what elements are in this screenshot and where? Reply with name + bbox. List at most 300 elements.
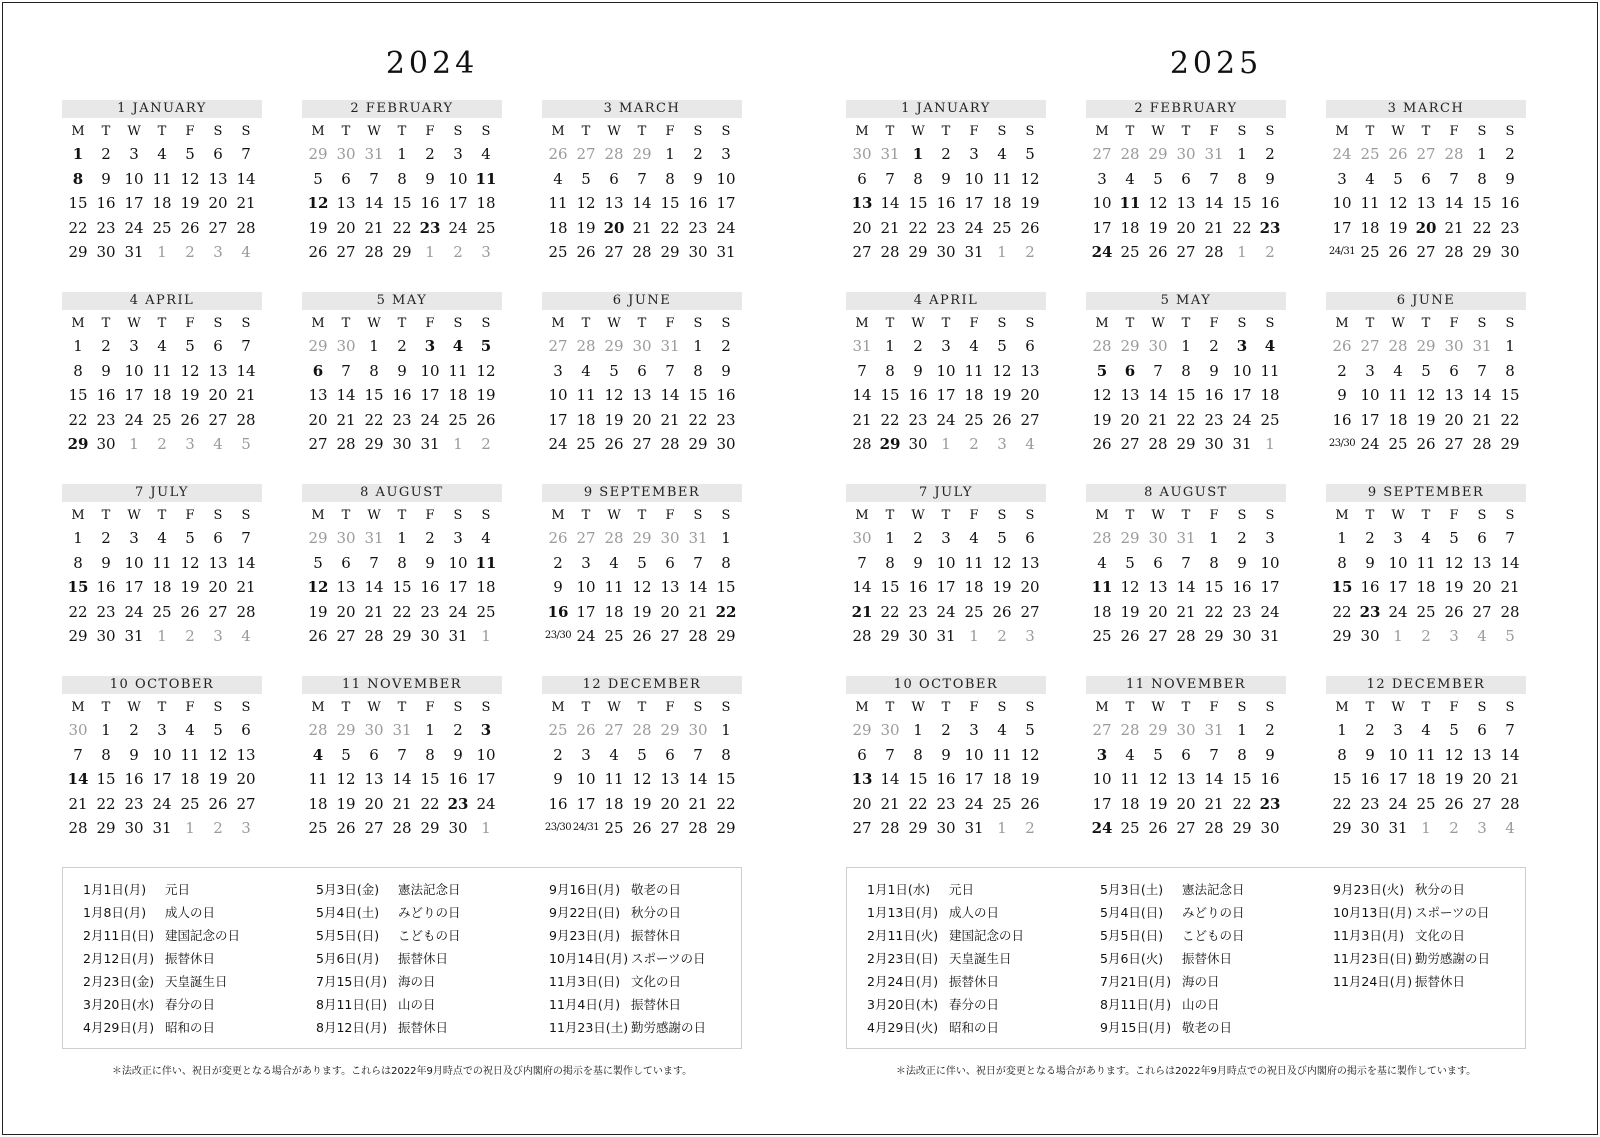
weekday-label: S — [453, 700, 463, 715]
day-cell: 1 — [1237, 243, 1247, 261]
weekday-label: S — [1265, 700, 1275, 715]
week-row — [544, 359, 742, 384]
day-cell: 8 — [397, 553, 407, 572]
holiday-item — [1100, 878, 1330, 901]
week-row — [1328, 408, 1526, 433]
holiday-item — [1333, 878, 1563, 901]
weekday-label: M — [71, 124, 85, 139]
day-cell: 20 — [1176, 218, 1196, 237]
week-row — [544, 216, 742, 241]
day-cell: 2 — [157, 435, 167, 453]
holiday-name: 昭和の日 — [165, 1020, 216, 1035]
day-cell: 19 — [308, 218, 328, 237]
day-cell: 24 — [1091, 819, 1113, 837]
holiday-column — [549, 878, 779, 1039]
day-cell: 27 — [604, 721, 624, 739]
weekday-label: F — [185, 700, 195, 715]
day-cell: 13 — [208, 169, 228, 188]
holiday-item — [316, 970, 546, 993]
day-cell: 31 — [124, 243, 144, 261]
weekday-label: S — [997, 316, 1007, 331]
day-cell: 22 — [96, 794, 116, 813]
day-cell: 15 — [392, 194, 412, 212]
day-cell: 3 — [1477, 819, 1487, 837]
day-cell: 8 — [1505, 361, 1515, 380]
day-cell: 27 — [1020, 602, 1040, 621]
weekday-label: W — [1391, 124, 1405, 139]
week-row — [1328, 432, 1526, 457]
week-row — [64, 792, 262, 817]
day-cell: 18 — [964, 578, 984, 596]
day-cell: 30 — [1360, 627, 1380, 645]
weekday-label: S — [1505, 124, 1515, 139]
day-cell: 10 — [936, 361, 956, 380]
day-cell: 26 — [576, 721, 596, 739]
week-row — [304, 526, 502, 551]
day-cell: 18 — [1260, 386, 1280, 404]
day-cell: 12 — [992, 361, 1012, 380]
week-row — [848, 359, 1046, 384]
week-row — [304, 432, 502, 457]
day-cell: 1 — [1337, 529, 1347, 547]
weekday-label: T — [885, 124, 895, 139]
day-cell: 3 — [997, 435, 1007, 453]
week-row — [64, 526, 262, 551]
day-cell: 22 — [1500, 410, 1520, 429]
day-cell: 9 — [397, 361, 407, 380]
week-row — [544, 624, 742, 649]
holiday-name: 成人の日 — [165, 905, 216, 920]
week-row — [544, 526, 742, 551]
day-cell: 21 — [880, 218, 900, 237]
day-cell: 2 — [913, 529, 923, 547]
day-cell: 21 — [1204, 218, 1224, 237]
weekday-label: T — [637, 316, 647, 331]
day-cell: 31 — [964, 819, 984, 837]
day-cell: 4 — [609, 553, 619, 572]
day-cell: 6 — [1421, 169, 1431, 188]
week-row — [1328, 792, 1526, 817]
day-cell: 1 — [101, 721, 111, 739]
month-calendar — [1086, 100, 1286, 276]
day-cell: 24/31 — [572, 822, 600, 833]
day-cell: 14 — [632, 194, 652, 212]
day-cell: 30 — [1360, 819, 1380, 837]
day-cell: 27 — [208, 410, 228, 429]
holiday-date: 1月1日(月) — [83, 882, 147, 897]
month-header: 5 MAY — [302, 292, 502, 310]
day-cell: 11 — [1119, 194, 1141, 212]
day-cell: 7 — [857, 553, 867, 572]
day-cell: 4 — [997, 721, 1007, 739]
day-cell: 5 — [185, 145, 195, 163]
day-cell: 6 — [213, 337, 223, 355]
day-cell: 2 — [1421, 627, 1431, 645]
day-cell: 12 — [476, 361, 496, 380]
day-cell: 28 — [1204, 243, 1224, 261]
day-cell: 29 — [660, 721, 680, 739]
day-cell: 22 — [880, 410, 900, 429]
day-cell: 28 — [1500, 794, 1520, 813]
week-row — [848, 743, 1046, 768]
day-cell: 1 — [885, 337, 895, 355]
day-cell: 3 — [1236, 337, 1248, 355]
day-cell: 9 — [1209, 361, 1219, 380]
day-cell: 22 — [908, 794, 928, 813]
month-calendar — [1086, 484, 1286, 660]
day-cell: 9 — [1365, 745, 1375, 764]
day-cell: 10 — [1232, 361, 1252, 380]
day-cell: 12 — [1020, 745, 1040, 764]
day-cell: 30 — [688, 243, 708, 261]
day-cell: 2 — [425, 529, 435, 547]
day-cell: 22 — [68, 218, 88, 237]
week-row — [848, 432, 1046, 457]
day-cell: 16 — [96, 194, 116, 212]
day-cell: 28 — [604, 145, 624, 163]
weekday-label: M — [71, 316, 85, 331]
weekday-label: T — [1181, 124, 1191, 139]
day-cell: 29 — [308, 145, 328, 163]
day-cell: 14 — [392, 770, 412, 788]
day-cell: 1 — [969, 627, 979, 645]
day-cell: 6 — [213, 145, 223, 163]
weekday-label: S — [481, 316, 491, 331]
day-cell: 20 — [208, 386, 228, 404]
day-cell: 20 — [1148, 602, 1168, 621]
day-cell: 8 — [397, 169, 407, 188]
holiday-date: 1月8日(月) — [83, 905, 147, 920]
day-cell: 23 — [419, 218, 441, 237]
week-row — [848, 526, 1046, 551]
day-cell: 2 — [1365, 529, 1375, 547]
day-cell: 10 — [1092, 770, 1112, 788]
day-cell: 8 — [885, 553, 895, 572]
footnote: ＊法改正に伴い、祝日が変更となる場合があります。これらは2022年9月時点での祝日及び内閣府の掲示を基に製作しています。 — [111, 1066, 693, 1077]
day-cell: 25 — [964, 410, 984, 429]
month-header: 10 OCTOBER — [62, 676, 262, 694]
day-cell: 14 — [880, 194, 900, 212]
weekday-label: S — [721, 316, 731, 331]
day-cell: 2 — [1265, 243, 1275, 261]
month-calendar — [1326, 292, 1526, 468]
day-cell: 4 — [1505, 819, 1515, 837]
holiday-item — [1333, 970, 1563, 993]
day-cell: 7 — [1505, 721, 1515, 739]
weekday-label: S — [481, 508, 491, 523]
week-row — [1328, 526, 1526, 551]
day-cell: 16 — [392, 386, 412, 404]
weekday-header-row — [1088, 310, 1286, 334]
day-cell: 23 — [124, 794, 144, 813]
holiday-name: 天皇誕生日 — [165, 974, 228, 989]
weekday-label: S — [1025, 508, 1035, 523]
year-block — [62, 0, 802, 1137]
day-cell: 26 — [1416, 435, 1436, 453]
weekday-label: T — [397, 508, 407, 523]
day-cell: 18 — [604, 602, 624, 621]
day-cell: 27 — [1092, 721, 1112, 739]
day-cell: 7 — [241, 529, 251, 547]
weekday-label: M — [311, 700, 325, 715]
week-row — [848, 142, 1046, 167]
footnote: ＊法改正に伴い、祝日が変更となる場合があります。これらは2022年9月時点での祝日及び内閣府の掲示を基に製作しています。 — [895, 1066, 1477, 1077]
holiday-item — [1100, 993, 1330, 1016]
day-cell: 28 — [1120, 145, 1140, 163]
day-cell: 9 — [941, 745, 951, 764]
day-cell: 4 — [1393, 361, 1403, 380]
day-cell: 31 — [1204, 145, 1224, 163]
day-cell: 31 — [1260, 627, 1280, 645]
holiday-item — [83, 1016, 313, 1039]
day-cell: 31 — [852, 337, 872, 355]
weekday-label: M — [1095, 124, 1109, 139]
holiday-date: 9月22日(日) — [549, 905, 621, 920]
week-row — [304, 718, 502, 743]
day-cell: 2 — [453, 243, 463, 261]
weekday-label: W — [607, 124, 621, 139]
weekday-label: S — [693, 316, 703, 331]
day-cell: 2 — [969, 435, 979, 453]
holiday-name: スポーツの日 — [631, 951, 706, 966]
day-cell: 8 — [1477, 169, 1487, 188]
weekday-label: M — [855, 124, 869, 139]
day-cell: 18 — [308, 794, 328, 813]
holiday-item — [316, 1016, 546, 1039]
day-cell: 31 — [936, 627, 956, 645]
day-cell: 1 — [1421, 819, 1431, 837]
week-row — [1088, 432, 1286, 457]
day-cell: 26 — [180, 410, 200, 429]
day-cell: 28 — [1176, 627, 1196, 645]
month-header: 8 AUGUST — [302, 484, 502, 502]
day-cell: 12 — [1092, 386, 1112, 404]
month-header: 7 JULY — [846, 484, 1046, 502]
day-cell: 25 — [1416, 602, 1436, 621]
holiday-item — [549, 878, 779, 901]
weekday-label: S — [1505, 508, 1515, 523]
day-cell: 29 — [908, 819, 928, 837]
week-row — [544, 575, 742, 600]
weekday-label: T — [397, 124, 407, 139]
day-cell: 13 — [1472, 553, 1492, 572]
weekday-label: T — [885, 700, 895, 715]
day-cell: 5 — [1505, 627, 1515, 645]
holiday-item — [83, 924, 313, 947]
week-row — [1328, 624, 1526, 649]
weekday-label: M — [71, 700, 85, 715]
day-cell: 17 — [1260, 578, 1280, 596]
day-cell: 17 — [152, 770, 172, 788]
weekday-label: S — [693, 124, 703, 139]
holiday-date: 8月12日(月) — [316, 1020, 388, 1035]
week-row — [304, 167, 502, 192]
day-cell: 25 — [308, 819, 328, 837]
week-row — [848, 408, 1046, 433]
day-cell: 14 — [1204, 770, 1224, 788]
day-cell: 6 — [1153, 553, 1163, 572]
day-cell: 4 — [969, 337, 979, 355]
holiday-item — [1100, 1016, 1330, 1039]
holiday-date: 3月20日(水) — [83, 997, 155, 1012]
weekday-label: M — [551, 316, 565, 331]
day-cell: 12 — [1416, 386, 1436, 404]
day-cell: 1 — [425, 243, 435, 261]
month-header: 8 AUGUST — [1086, 484, 1286, 502]
day-cell: 9 — [1365, 553, 1375, 572]
day-cell: 28 — [236, 602, 256, 621]
day-cell: 1 — [941, 435, 951, 453]
weekday-label: W — [127, 316, 141, 331]
holiday-name: 山の日 — [398, 997, 436, 1012]
day-cell: 13 — [1020, 553, 1040, 572]
day-cell: 25 — [992, 218, 1012, 237]
weekday-label: M — [1335, 700, 1349, 715]
weekday-header-row — [848, 694, 1046, 718]
day-cell: 3 — [1025, 627, 1035, 645]
day-cell: 29 — [604, 337, 624, 355]
day-cell: 16 — [1500, 194, 1520, 212]
month-header: 12 DECEMBER — [542, 676, 742, 694]
day-cell: 2 — [1265, 721, 1275, 739]
day-cell: 9 — [913, 361, 923, 380]
holiday-date: 9月23日(月) — [549, 928, 621, 943]
day-cell: 24 — [936, 602, 956, 621]
day-cell: 18 — [448, 386, 468, 404]
day-cell: 3 — [1337, 169, 1347, 188]
holiday-item — [1333, 901, 1563, 924]
day-cell: 28 — [236, 218, 256, 237]
day-cell: 20 — [1415, 218, 1437, 237]
day-cell: 5 — [185, 337, 195, 355]
weekday-label: T — [1365, 316, 1375, 331]
weekday-label: F — [1209, 508, 1219, 523]
week-row — [848, 216, 1046, 241]
day-cell: 27 — [336, 243, 356, 261]
week-row — [1088, 743, 1286, 768]
day-cell: 19 — [992, 578, 1012, 596]
day-cell: 18 — [152, 578, 172, 596]
day-cell: 30 — [660, 529, 680, 547]
day-cell: 28 — [68, 819, 88, 837]
day-cell: 21 — [688, 794, 708, 813]
holiday-column — [83, 878, 313, 1039]
holiday-date: 5月4日(日) — [1100, 905, 1164, 920]
day-cell: 29 — [632, 529, 652, 547]
day-cell: 16 — [547, 602, 569, 621]
day-cell: 3 — [553, 361, 563, 380]
day-cell: 8 — [885, 361, 895, 380]
holiday-date: 5月3日(土) — [1100, 882, 1164, 897]
day-cell: 23 — [447, 794, 469, 813]
day-cell: 13 — [1176, 194, 1196, 212]
day-cell: 21 — [880, 794, 900, 813]
month-calendar — [302, 484, 502, 660]
weekday-label: F — [969, 508, 979, 523]
day-cell: 6 — [369, 745, 379, 764]
day-cell: 26 — [632, 819, 652, 837]
weekday-label: T — [101, 124, 111, 139]
day-cell: 12 — [208, 745, 228, 764]
day-cell: 1 — [885, 529, 895, 547]
weekday-label: T — [1181, 508, 1191, 523]
day-cell: 3 — [213, 627, 223, 645]
day-cell: 27 — [660, 627, 680, 645]
weekday-label: T — [581, 316, 591, 331]
week-row — [64, 191, 262, 216]
day-cell: 24 — [1332, 145, 1352, 163]
day-cell: 23 — [908, 602, 928, 621]
day-cell: 2 — [553, 553, 563, 572]
day-cell: 3 — [941, 529, 951, 547]
day-cell: 17 — [476, 770, 496, 788]
day-cell: 14 — [364, 194, 384, 212]
week-row — [1328, 600, 1526, 625]
day-cell: 13 — [1176, 770, 1196, 788]
day-cell: 11 — [180, 745, 200, 764]
day-cell: 10 — [576, 578, 596, 596]
week-row — [304, 767, 502, 792]
day-cell: 4 — [1421, 529, 1431, 547]
week-row — [544, 551, 742, 576]
weekday-label: T — [157, 124, 167, 139]
day-cell: 5 — [1025, 145, 1035, 163]
day-cell: 22 — [880, 602, 900, 621]
day-cell: 9 — [1237, 553, 1247, 572]
day-cell: 1 — [997, 819, 1007, 837]
day-cell: 28 — [880, 243, 900, 261]
holiday-item — [867, 901, 1097, 924]
day-cell: 1 — [73, 529, 83, 547]
day-cell: 5 — [581, 169, 591, 188]
day-cell: 8 — [73, 553, 83, 572]
month-header: 6 JUNE — [1326, 292, 1526, 310]
day-cell: 30 — [632, 337, 652, 355]
day-cell: 13 — [1472, 745, 1492, 764]
weekday-label: F — [185, 508, 195, 523]
day-cell: 11 — [1120, 770, 1140, 788]
day-cell: 16 — [548, 794, 568, 813]
day-cell: 2 — [1365, 721, 1375, 739]
day-cell: 7 — [1209, 169, 1219, 188]
day-cell: 30 — [1444, 337, 1464, 355]
weekday-label: F — [425, 508, 435, 523]
month-grid — [62, 100, 802, 852]
day-cell: 22 — [1332, 794, 1352, 813]
day-cell: 27 — [660, 819, 680, 837]
day-cell: 17 — [124, 194, 144, 212]
month-header: 9 SEPTEMBER — [542, 484, 742, 502]
day-cell: 14 — [688, 578, 708, 596]
holiday-date: 4月29日(月) — [83, 1020, 155, 1035]
day-cell: 18 — [1360, 218, 1380, 237]
weekday-label: W — [127, 124, 141, 139]
day-cell: 28 — [852, 435, 872, 453]
day-cell: 24 — [448, 218, 468, 237]
weekday-label: W — [1151, 508, 1165, 523]
weekday-label: M — [551, 700, 565, 715]
holiday-item — [1100, 970, 1330, 993]
day-cell: 18 — [152, 386, 172, 404]
day-cell: 15 — [96, 770, 116, 788]
day-cell: 30 — [1176, 721, 1196, 739]
day-cell: 25 — [992, 794, 1012, 813]
day-cell: 18 — [1388, 410, 1408, 429]
day-cell: 7 — [1209, 745, 1219, 764]
month-calendar — [542, 676, 742, 852]
day-cell: 26 — [308, 243, 328, 261]
day-cell: 26 — [632, 627, 652, 645]
